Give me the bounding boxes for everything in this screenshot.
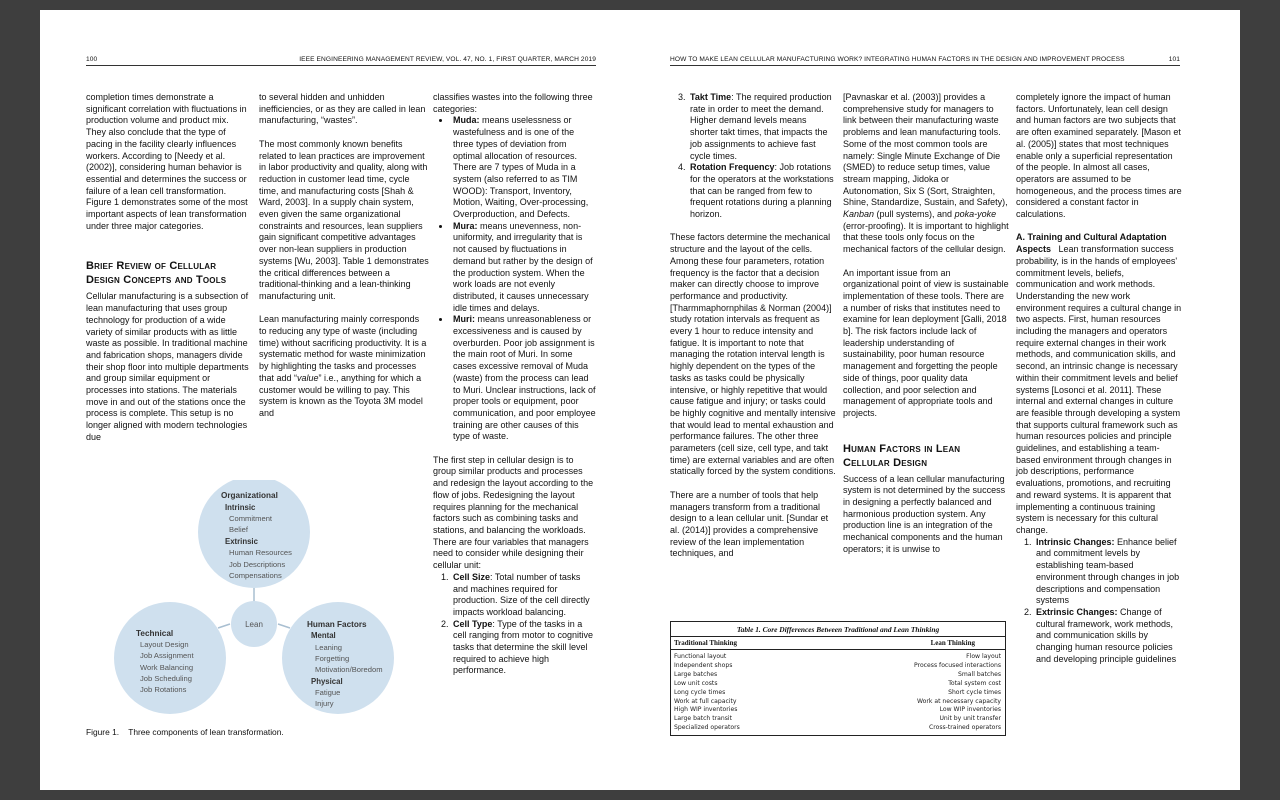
list-item: 4. Rotation Frequency: Job rotations for the operators at the workstations that can be ranged from few to frequent rotations during a planning horizon. bbox=[688, 162, 836, 221]
diagram-item: Commitment bbox=[229, 514, 273, 523]
left-col-1 bbox=[86, 92, 250, 444]
table-cell: Total system cost bbox=[948, 679, 1001, 687]
right-col-1 bbox=[670, 92, 836, 560]
paragraph: Success of a lean cellular manufacturing system is not determined by the success in designing a perfectly balanced and harmonious production system. Any production line is an integration of the mechanical components and the human operators; it is unwise to bbox=[843, 473, 1006, 554]
table-row bbox=[674, 653, 1001, 662]
table-row bbox=[674, 698, 1001, 707]
list-item: • Mura: means unevenness, non-uniformity, and irregularity that is not caused by fluctuations in demand but rather by the design of the production system. When the work loads are not evenly distributed, it causes unnecessary idle times and delays. bbox=[451, 221, 597, 315]
paragraph: The most commonly known benefits related to lean practices are improvement in labor productivity and quality, along with reduction in customer lead time, cycle time, and manufacturing costs [Shah & Ward, 2003]. In a supply chain system, even given the same organizational constraints and resources, lean suppliers gain significant competitive advantages over non-lean suppliers in production systems [Wu, 2003]. Table 1 demonstrates the critical differences between a traditional-thinking and a lean-thinking manufacturing unit. bbox=[259, 138, 429, 301]
technical-title: Technical bbox=[136, 629, 174, 638]
table-row bbox=[674, 680, 1001, 689]
text-run: [Pavnaskar et al. (2003)] provides a comprehensive study for managers to link between their manufacturing waste problems and lean manufacturing tools. Some of the most common tools are namely: Single Minute Exchange of Die (SMED) to reduce setup times, value stream mapping, Jidoka or Autonomation, Six S (Sort, Straighten, Shine, Standardize, Sustain, and Safety), bbox=[843, 92, 1008, 208]
table-title: Table 1. Core Differences Between Traditional and Lean Thinking bbox=[671, 622, 1005, 637]
table-cell: Functional layout bbox=[674, 653, 727, 660]
list-item: 1. Cell Size: Total number of tasks and machines required for production. Size of the cell directly impacts workload balancing. bbox=[451, 572, 597, 619]
table-cell: Flow layout bbox=[966, 653, 1001, 660]
table-cell: Cross-trained operators bbox=[928, 724, 1001, 732]
human-factors-title: Human Factors bbox=[307, 620, 367, 629]
paragraph: These factors determine the mechanical structure and the layout of the cells. Among these four parameters, rotation frequency is the factor that a decision maker can directly choose to improve performance and productivity. [Tharmmaphornphilas & Norman (2004)] study rotation intervals as frequent as every 1 hour to reduce intensity and fatigue. It is important to note that managing the rotation interval length is highly dependent on the types of the tasks as tasks could be physically intensive, or highly repetitive that would cause fatigue and injury; or tasks could be highly cognitive and mentally intensive that would lead to mental exhaustion and performance failures. The other three parameters (cell size, cell type, and takt time) are external variables and are often statically forced by the system conditions. bbox=[670, 232, 836, 477]
italic-run: poka-yoke bbox=[954, 209, 997, 220]
page-number: 100 bbox=[86, 56, 98, 63]
table-cell: Independent shops bbox=[674, 661, 733, 669]
table-row bbox=[674, 724, 1001, 733]
diagram-item: Job Assignment bbox=[140, 651, 194, 660]
list-item: 1. Intrinsic Changes: Enhance belief and commitment levels by establishing team-based environment through changes in job descriptions and compensation systems bbox=[1034, 537, 1182, 607]
diagram-item: Job Scheduling bbox=[140, 674, 192, 683]
diagram-item: Belief bbox=[229, 525, 248, 534]
table-cell: Specialized operators bbox=[674, 724, 740, 732]
table-cell: Short cycle times bbox=[948, 688, 1001, 696]
table-cell: Work at necessary capacity bbox=[917, 697, 1001, 705]
right-col-3 bbox=[1016, 92, 1182, 665]
lean-label: Lean bbox=[245, 620, 263, 629]
paragraph: to several hidden and unhidden inefficiencies, or as they are called in lean manufacturing, “wastes”. bbox=[259, 92, 426, 126]
diagram-item: Forgetting bbox=[315, 654, 350, 663]
paragraph: classifies wastes into the following three categories: bbox=[433, 92, 593, 114]
table-row bbox=[674, 671, 1001, 680]
list-item: • Muri: means unreasonableness or excessiveness and is caused by overburden. Poor job assignment is the main root of Muri. In some cases excessive removal of Muda (waste) from the process can lead to Muri. Unclear instructions, lack of proper tools or equipment, poor communication, and poor employee training are other causes of this type of waste. bbox=[451, 314, 597, 443]
paragraph bbox=[843, 92, 1009, 256]
right-page bbox=[640, 10, 1240, 790]
list-item: 3. Takt Time: The required production rate in order to meet the demand. Higher demand levels means shorter takt times, that impacts the job assignments to achieve fast cycle times. bbox=[688, 92, 836, 162]
column-header: Traditional Thinking bbox=[674, 639, 737, 647]
table-header-row bbox=[671, 637, 1005, 650]
paragraph bbox=[1016, 232, 1182, 536]
table-1 bbox=[670, 621, 1006, 736]
text-run: Lean transformation success probability, is in the hands of employees' commitment levels, beliefs, communication and work methods. Understanding the new work environment requires a cultural change in two aspects. First, human resources including the managers and operators require external changes in their work methods, and communication skills, and second, an intrinsic change is necessary within their commitment levels and belief systems [Losonci et al. 2011]. These internal and external changes in culture are feasible through developing a system that supports cultural framework such as human resources policies and principle guidelines, and establishing a team-based environment through changes in job descriptions, performance evaluations, promotions, and recruiting and reward systems. It is apparent that implementing a continuous training system is necessary for this cultural change. bbox=[1016, 244, 1182, 535]
table-cell: Long cycle times bbox=[674, 688, 726, 696]
extrinsic-label: Extrinsic bbox=[225, 537, 258, 546]
text-run: ” i.e., anything for which a customer would be willing to pay. This system is known as the Toyota 3M model and bbox=[259, 372, 423, 418]
table-cell: Small batches bbox=[958, 670, 1001, 678]
running-title: IEEE ENGINEERING MANAGEMENT REVIEW, VOL. 47, NO. 1, FIRST QUARTER, MARCH 2019 bbox=[299, 56, 596, 63]
left-page bbox=[40, 10, 640, 790]
diagram-item: Layout Design bbox=[140, 640, 189, 649]
change-types-list bbox=[1016, 537, 1182, 666]
diagram-item: Motivation/Boredom bbox=[315, 665, 383, 674]
table-cell: Low unit costs bbox=[674, 679, 718, 687]
table-cell: Process focused interactions bbox=[914, 661, 1001, 669]
paragraph: completion times demonstrate a significant correlation with fluctuations in production volume and product mix. They also conclude that the type of pacing in the facility clearly influences workers. According to [Needy et al. (2002)], considering human behavior is essential and determines the success or failure of a lean cell transformation. Figure 1 demonstrates some of the most important aspects of lean transformation under three major categories. bbox=[86, 92, 248, 231]
table-row bbox=[674, 706, 1001, 715]
table-cell: Unit by unit transfer bbox=[939, 715, 1001, 723]
cell-variables-list-continued bbox=[670, 92, 836, 221]
left-col-3 bbox=[433, 92, 597, 677]
waste-type-list bbox=[433, 115, 597, 443]
text-run: (pull systems), and bbox=[874, 209, 955, 220]
paragraph: The first step in cellular design is to group similar products and processes and redesign the layout according to the flow of jobs. Redesigning the layout requires planning for the mechanical factors such as combining tasks and stations, and balancing the workloads. There are four variables that managers need to consider while designing their cellular unit: bbox=[433, 454, 594, 571]
column-header: Lean Thinking bbox=[930, 639, 975, 647]
mental-label: Mental bbox=[311, 631, 336, 640]
paragraph: completely ignore the impact of human factors. Unfortunately, lean cell design and human factors are two subjects that are often examined separately. [Mason et al. (2005)] states that most techniques enable only a superficial representation of the people. In almost all cases, operators are assumed to be homogeneous, and the process times are considered a constant factor in calculations. bbox=[1016, 92, 1182, 220]
paragraph bbox=[259, 314, 429, 419]
right-page-header bbox=[670, 53, 1180, 66]
diagram-item: Fatigue bbox=[315, 688, 341, 697]
connector-line bbox=[278, 624, 290, 628]
section-heading: Brief Review of Cellular Design Concepts and Tools bbox=[86, 260, 227, 287]
list-item: 2. Cell Type: Type of the tasks in a cell ranging from motor to cognitive tasks that determine the skill level required to achieve high performance. bbox=[451, 619, 597, 678]
left-page-header bbox=[86, 53, 596, 66]
table-row bbox=[674, 715, 1001, 724]
table-cell: Large batches bbox=[674, 670, 718, 678]
paragraph: Cellular manufacturing is a subsection of lean manufacturing that uses group technology for production of a wide variety of similar products with as little waste as possible. In traditional machine and fabrication shops, managers divide their shop floor into multiple departments and group similar equipment or processes into stations. The materials move in and out of the stations once the process is complete. This setup is no longer aligned with modern technologies due bbox=[86, 291, 249, 442]
table-body bbox=[671, 650, 1005, 735]
diagram-item: Job Descriptions bbox=[229, 560, 286, 569]
right-col-2 bbox=[843, 92, 1009, 556]
table-cell: Large batch transit bbox=[674, 715, 732, 723]
italic-run: value bbox=[297, 372, 319, 383]
left-col-2 bbox=[259, 92, 429, 420]
table-cell: High WIP inventories bbox=[674, 706, 738, 714]
table-row bbox=[674, 689, 1001, 698]
diagram-item: Leaning bbox=[315, 643, 343, 652]
list-item: 2. Extrinsic Changes: Change of cultural framework, work methods, and communication skills by changing human resource policies and developing principle guidelines bbox=[1034, 607, 1182, 666]
diagram-item: Job Rotations bbox=[140, 685, 187, 694]
connector-line bbox=[218, 624, 230, 628]
list-item: • Muda: means uselessness or wastefulness and is one of the three types of deviation from optimal allocation of resources. There are 7 types of Muda in a system (also referred to as TIM WOOD): Transport, Inventory, Motion, Waiting, Over-processing, Overproduction, and Defects. bbox=[451, 115, 597, 220]
section-heading: Human Factors in Lean Cellular Design bbox=[843, 442, 961, 469]
page-number: 101 bbox=[1168, 56, 1180, 63]
subsection-heading: A. Training and Cultural Adaptation Aspects bbox=[1016, 232, 1167, 255]
text-run: Lean manufacturing mainly corresponds to reducing any type of waste (including time) without sacrificing productivity. It is a systematic method for waste minimization by highlighting the tasks and processes that add “ bbox=[259, 314, 427, 383]
paragraph: There are a number of tools that help managers transform from a traditional design to a lean cellular unit. [Sundar et al. (2014)] provides a comprehensive review of the lean implementation techniques, and bbox=[670, 489, 829, 559]
table-cell: Work at full capacity bbox=[674, 697, 737, 705]
organizational-title: Organizational bbox=[221, 491, 278, 500]
running-title: HOW TO MAKE LEAN CELLULAR MANUFACTURING WORK? INTEGRATING HUMAN FACTORS IN THE DESIGN AND IMPROVEMENT PROCESS bbox=[670, 56, 1125, 63]
diagram-item: Injury bbox=[315, 699, 334, 708]
cell-variables-list bbox=[433, 572, 597, 677]
intrinsic-label: Intrinsic bbox=[225, 503, 256, 512]
italic-run: Kanban bbox=[843, 209, 875, 220]
paragraph: An important issue from an organizational point of view is sustainable implementation of these tools. There are a number of risks that institutes need to examine for lean deployment [Galli, 2018 b]. The risk factors include lack of leadership understanding of sustainability, poor human resource management and forgetting the people side of things, poor quality data collection, and poor selection and management of appropriate tools and projects. bbox=[843, 267, 1009, 418]
table-row bbox=[674, 662, 1001, 671]
diagram-item: Human Resources bbox=[229, 548, 292, 557]
figure-caption: Figure 1. Three components of lean transformation. bbox=[86, 727, 284, 737]
diagram-item: Compensations bbox=[229, 571, 282, 580]
lean-components-diagram bbox=[106, 480, 426, 730]
diagram-item: Work Balancing bbox=[140, 663, 194, 672]
table-cell: Low WIP inventories bbox=[939, 706, 1001, 714]
text-run: (error-proofing). It is important to highlight that these tools only focus on the mechanical factors of the cellular design. bbox=[843, 220, 1009, 255]
physical-label: Physical bbox=[311, 677, 343, 686]
